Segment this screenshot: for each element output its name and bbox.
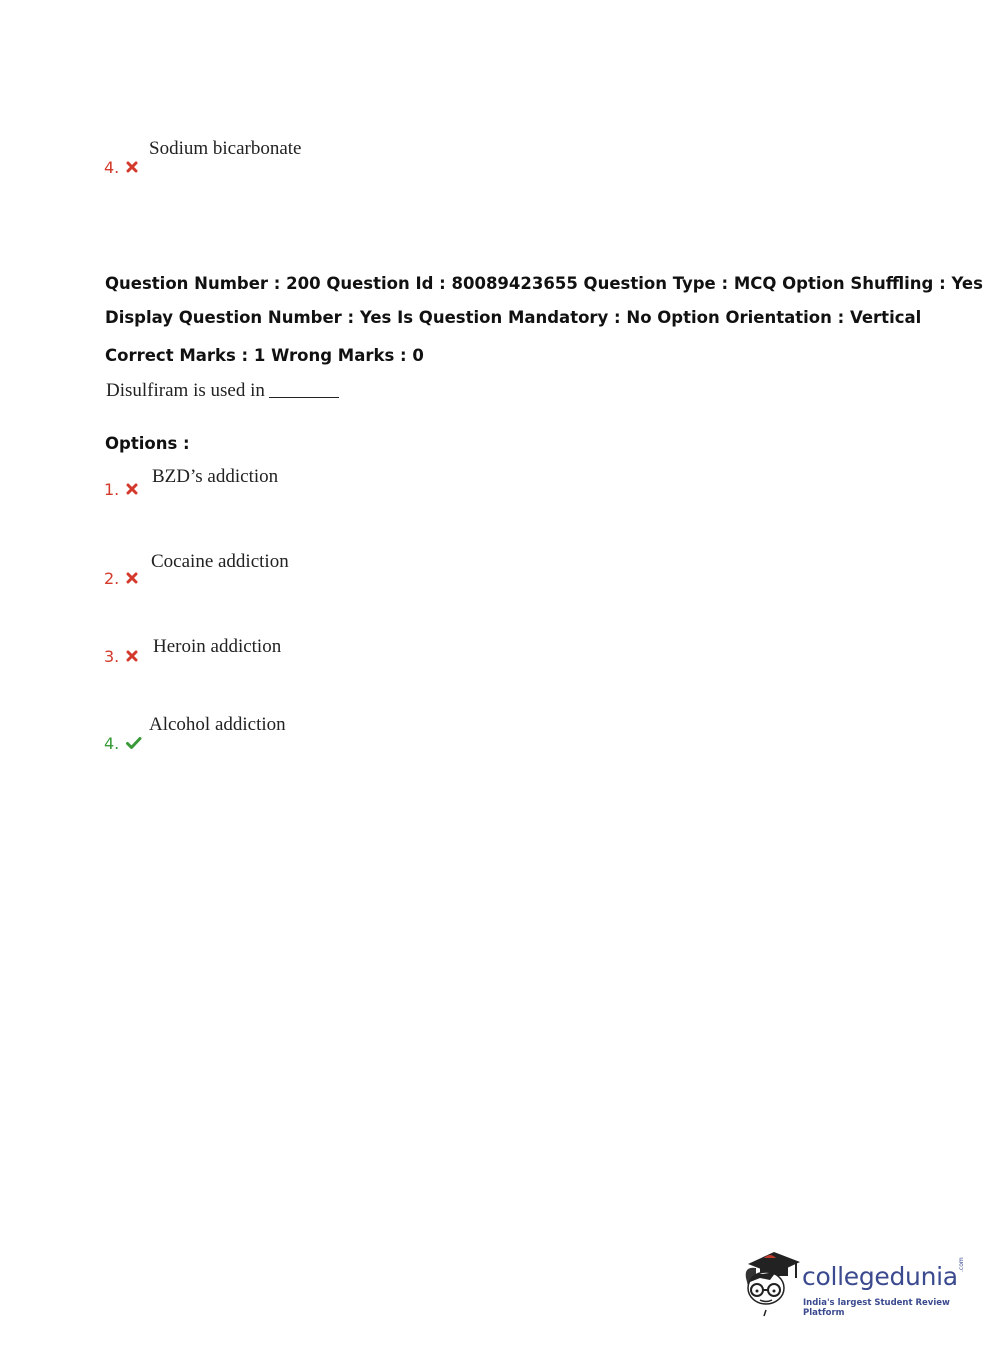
- cross-icon: [125, 649, 139, 663]
- collegedunia-logo: [740, 1248, 970, 1320]
- option-number: 1.: [104, 480, 120, 499]
- question-text-row: [106, 380, 339, 402]
- answer-blank: [269, 396, 339, 398]
- question-text: Disulfiram is used in: [106, 380, 265, 401]
- option-marker: [104, 647, 139, 666]
- option-marker: [104, 569, 139, 588]
- logo-tagline: India's largest Student Review Platform: [803, 1298, 950, 1318]
- logo-suffix: .com: [958, 1257, 965, 1272]
- cross-icon: [125, 482, 139, 496]
- mascot-icon: [740, 1248, 800, 1318]
- option-number: 3.: [104, 647, 120, 666]
- option-text: Alcohol addiction: [149, 714, 286, 735]
- option-text: Heroin addiction: [153, 636, 282, 657]
- prev-option-text: Sodium bicarbonate: [149, 138, 302, 159]
- cross-icon: [125, 160, 139, 174]
- question-meta-line1: Question Number : 200 Question Id : 80089423655 Question Type : MCQ Option Shuffling : Yes: [105, 274, 983, 293]
- option-text: BZD’s addiction: [152, 466, 279, 487]
- option-marker: [104, 480, 139, 499]
- prev-option-row: [104, 158, 139, 177]
- cross-icon: [125, 571, 139, 585]
- option-text: Cocaine addiction: [151, 551, 289, 572]
- check-icon: [125, 736, 142, 750]
- option-number: 4.: [104, 734, 120, 753]
- options-label: Options :: [105, 434, 190, 453]
- question-marks: Correct Marks : 1 Wrong Marks : 0: [105, 346, 424, 365]
- prev-option-number: 4.: [104, 158, 120, 177]
- option-marker: [104, 734, 142, 753]
- question-meta-line2: Display Question Number : Yes Is Question Mandatory : No Option Orientation : Vertical: [105, 308, 922, 327]
- logo-wordmark: collegedunia: [802, 1262, 958, 1291]
- option-number: 2.: [104, 569, 120, 588]
